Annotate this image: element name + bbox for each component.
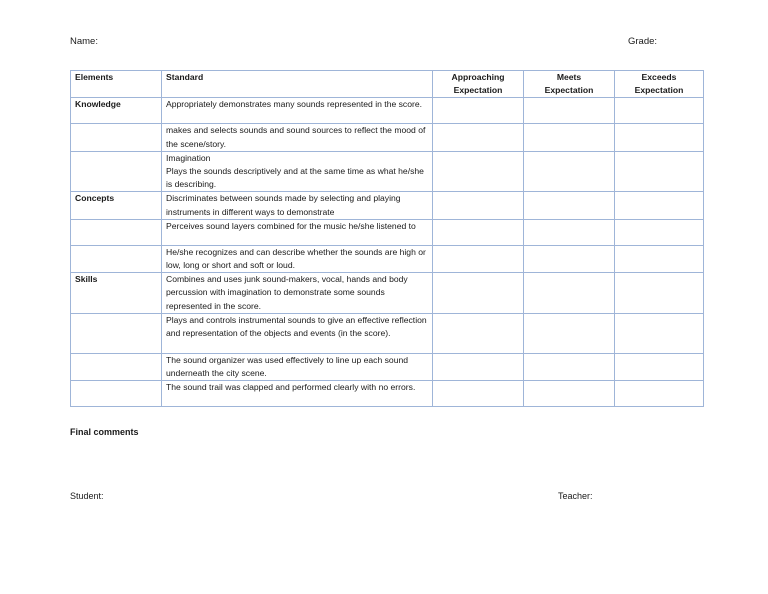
approaching-cell[interactable] (433, 192, 524, 219)
table-row (71, 192, 704, 219)
exceeds-cell[interactable] (615, 273, 704, 314)
meets-cell[interactable] (524, 353, 615, 380)
element-cell (71, 313, 162, 353)
element-cell (71, 245, 162, 272)
element-cell (71, 124, 162, 151)
meets-cell[interactable] (524, 124, 615, 151)
approaching-cell[interactable] (433, 98, 524, 124)
standard-cell: Appropriately demonstrates many sounds represented in the score. (162, 98, 433, 124)
rubric-body (71, 98, 704, 407)
standard-cell: Plays and controls instrumental sounds to give an effective reflection and representation of the objects and events (in the score). (162, 313, 433, 353)
element-cell (71, 151, 162, 192)
table-row (71, 151, 704, 192)
exceeds-cell[interactable] (615, 124, 704, 151)
column-header-elements: Elements (71, 71, 162, 98)
final-comments-label: Final comments (70, 427, 139, 437)
exceeds-cell[interactable] (615, 219, 704, 245)
student-label: Student: (70, 491, 104, 501)
table-row (71, 313, 704, 353)
element-cell: Concepts (71, 192, 162, 219)
standard-cell: Imagination Plays the sounds descriptively and at the same time as what he/she is describing. (162, 151, 433, 192)
meets-cell[interactable] (524, 151, 615, 192)
approaching-cell[interactable] (433, 219, 524, 245)
rubric-table (70, 70, 704, 407)
standard-cell: Discriminates between sounds made by selecting and playing instruments in different ways to demonstrate (162, 192, 433, 219)
column-header-exceeds-text: Exceeds Expectation (634, 72, 684, 96)
column-header-approaching (433, 71, 524, 98)
exceeds-cell[interactable] (615, 381, 704, 407)
element-cell (71, 381, 162, 407)
element-cell: Skills (71, 273, 162, 314)
name-label: Name: (70, 36, 98, 47)
exceeds-cell[interactable] (615, 192, 704, 219)
column-header-meets (524, 71, 615, 98)
exceeds-cell[interactable] (615, 151, 704, 192)
exceeds-cell[interactable] (615, 353, 704, 380)
exceeds-cell[interactable] (615, 245, 704, 272)
approaching-cell[interactable] (433, 151, 524, 192)
standard-cell: makes and selects sounds and sound sources to reflect the mood of the scene/story. (162, 124, 433, 151)
table-row (71, 381, 704, 407)
meets-cell[interactable] (524, 273, 615, 314)
element-cell: Knowledge (71, 98, 162, 124)
element-cell (71, 353, 162, 380)
table-row (71, 124, 704, 151)
meets-cell[interactable] (524, 245, 615, 272)
meets-cell[interactable] (524, 192, 615, 219)
exceeds-cell[interactable] (615, 98, 704, 124)
teacher-label: Teacher: (558, 491, 593, 501)
table-header-row (71, 71, 704, 98)
approaching-cell[interactable] (433, 313, 524, 353)
standard-cell: The sound organizer was used effectively to line up each sound underneath the city scene. (162, 353, 433, 380)
column-header-exceeds (615, 71, 704, 98)
element-cell (71, 219, 162, 245)
table-row (71, 98, 704, 124)
exceeds-cell[interactable] (615, 313, 704, 353)
standard-cell: Combines and uses junk sound-makers, vocal, hands and body percussion with imagination to demonstrate some sounds represented in the score. (162, 273, 433, 314)
approaching-cell[interactable] (433, 245, 524, 272)
table-row (71, 245, 704, 272)
approaching-cell[interactable] (433, 124, 524, 151)
table-row (71, 219, 704, 245)
approaching-cell[interactable] (433, 381, 524, 407)
meets-cell[interactable] (524, 313, 615, 353)
approaching-cell[interactable] (433, 353, 524, 380)
column-header-approaching-text: Approaching Expectation (451, 72, 505, 96)
meets-cell[interactable] (524, 98, 615, 124)
meets-cell[interactable] (524, 219, 615, 245)
meets-cell[interactable] (524, 381, 615, 407)
table-row (71, 353, 704, 380)
column-header-meets-text: Meets Expectation (544, 72, 594, 96)
approaching-cell[interactable] (433, 273, 524, 314)
standard-cell: Perceives sound layers combined for the music he/she listened to (162, 219, 433, 245)
table-row (71, 273, 704, 314)
standard-cell: He/she recognizes and can describe whether the sounds are high or low, long or short and soft or loud. (162, 245, 433, 272)
standard-cell: The sound trail was clapped and performed clearly with no errors. (162, 381, 433, 407)
grade-label: Grade: (628, 36, 658, 47)
column-header-standard: Standard (162, 71, 433, 98)
